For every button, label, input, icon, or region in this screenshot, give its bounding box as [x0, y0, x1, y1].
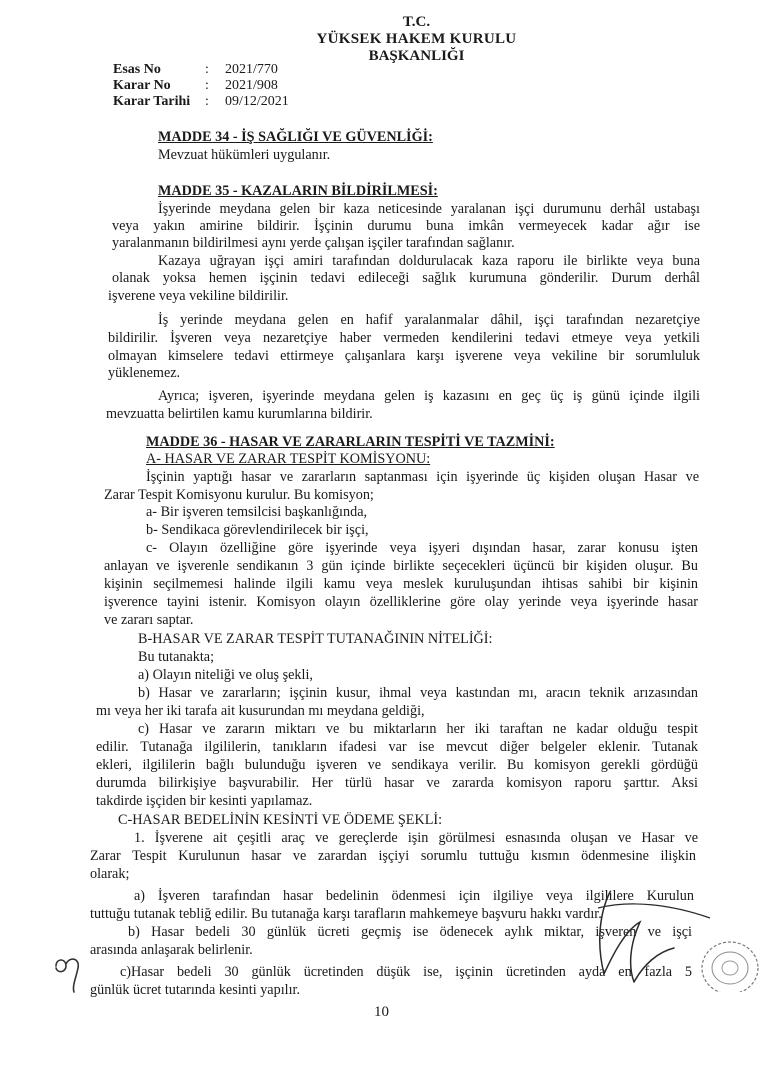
madde36-title: MADDE 36 - HASAR VE ZARARLARIN TESPİTİ VE TAZMİNİ: — [146, 434, 555, 450]
madde36-c-line: b) Hasar bedeli 30 günlük ücreti geçmiş ise ödenecek aylık miktar, işveren ve işçi — [128, 924, 692, 940]
madde36-a-line: ve zararı saptar. — [104, 612, 194, 628]
madde34-body: Mevzuat hükümleri uygulanır. — [158, 147, 331, 163]
meta-karar-no: Karar No : 2021/908 — [113, 78, 278, 93]
madde36-b-line: mı veya her iki tarafa ait kusurundan mı meydana geldiği, — [96, 703, 425, 719]
madde35-line: bildirilir. İşveren veya nezaretçiye haber vermeden kendilerini tedavi etmeye veya yetkili — [108, 330, 700, 346]
meta-value: 2021/770 — [225, 62, 278, 77]
signature-stamp — [570, 882, 760, 992]
madde36-c-line: günlük ücret tutarında kesinti yapılır. — [90, 982, 301, 998]
madde36-b-line: a) Olayın niteliği ve oluş şekli, — [138, 667, 313, 683]
madde36-a-line: işverence tayini istenir. Komisyon olayın özelliklerine göre olay yerinde veya işyerinde hasar — [104, 594, 698, 610]
header-tc: T.C. — [402, 14, 431, 30]
madde36-a-line: a- Bir işveren temsilcisi başkanlığında, — [146, 504, 368, 520]
madde36-c-line: 1. İşverene ait çeşitli araç ve gereçlerde işin görülmesi esnasında oluşan ve Hasar ve — [134, 830, 698, 846]
madde36-c-line: Zarar Tespit Kurulunun hasar ve zarardan işçiyi sorumlu tuttuğu kısmın ödenmesine ilişkin — [90, 848, 696, 864]
madde36-b-line: b) Hasar ve zararların; işçinin kusur, ihmal veya kastından mı, aracın teknik arızasından — [138, 685, 698, 701]
madde35-title: MADDE 35 - KAZALARIN BİLDİRİLMESİ: — [158, 183, 438, 199]
madde36-a-line: b- Sendikaca görevlendirilecek bir işçi, — [146, 522, 369, 538]
meta-value: 09/12/2021 — [225, 94, 289, 109]
madde36-section-a: A- HASAR VE ZARAR TESPİT KOMİSYONU: — [146, 451, 431, 467]
madde36-b-line: durumda bilirkişiye başvurabilir. Her türlü hasar ve zararda komisyon raporu şarttır. Aksi — [96, 775, 698, 791]
madde35-line: veya yakın amirine bildirir. İşçinin durumu buna imkân vermeyecek kadar ağır ise — [112, 218, 700, 234]
madde36-section-b: B-HASAR VE ZARAR TESPİT TUTANAĞININ NİTELİĞİ: — [138, 631, 493, 647]
madde36-c-line: olarak; — [90, 866, 130, 882]
meta-label: Karar No — [113, 78, 171, 93]
header-presidency: BAŞKANLIĞI — [368, 48, 465, 64]
madde34-title: MADDE 34 - İŞ SAĞLIĞI VE GÜVENLİĞİ: — [158, 129, 433, 145]
madde35-line: işverene veya vekiline bildirilir. — [108, 288, 289, 304]
madde36-b-line: edilir. Tutanağa ilgililerin, tanıkların ifadesi var ise mevcut diğer belgeler eklenir. Tutanak — [96, 739, 698, 755]
madde36-a-line: İşçinin yaptığı hasar ve zararların saptanması için işyerinde üç kişiden oluşan Hasar ve — [146, 469, 699, 485]
madde35-line: mevzuatta belirtilen kamu kurumlarına bildirir. — [106, 406, 373, 422]
madde36-b-line: ekleri, ilgililerin bağlı bulunduğu işveren ve sendikaya verilir. Bu komisyon gerekli gördüğü — [96, 757, 698, 773]
madde36-section-c: C-HASAR BEDELİNİN KESİNTİ VE ÖDEME ŞEKLİ: — [118, 812, 443, 828]
madde35-line: yaralanmanın bildirilmesi aynı yerde çalışan işçiler tarafından sağlanır. — [112, 235, 515, 251]
madde36-a-line: Zarar Tespit Komisyonu kurulur. Bu komisyon; — [104, 487, 374, 503]
madde35-line: İş yerinde meydana gelen en hafif yaralanmalar dâhil, işçi tarafından nezaretçiye — [158, 312, 700, 328]
madde35-line: Kazaya uğrayan işçi amiri tarafından doldurulacak kaza raporu ile birlikte veya buna — [158, 253, 700, 269]
madde36-c-line: tuttuğu tutanak tebliğ edilir. Bu tutanağa karşı tarafların mahkemeye başvuru hakkı vardır. — [90, 906, 602, 922]
madde36-b-line: Bu tutanakta; — [138, 649, 215, 665]
meta-label: Karar Tarihi — [113, 94, 191, 109]
madde35-line: Ayrıca; işveren, işyerinde meydana gelen iş kazasını en geç üç iş günü içinde ilgili — [158, 388, 700, 404]
meta-label: Esas No — [113, 62, 161, 77]
madde36-b-line: c) Hasar ve zararın miktarı ve bu miktarların her iki taraftan ne kadar olduğu tespit — [138, 721, 698, 737]
madde35-line: yüklenemez. — [108, 365, 181, 381]
meta-karar-tarihi: Karar Tarihi : 09/12/2021 — [113, 94, 289, 109]
madde36-c-line: a) İşveren tarafından hasar bedelinin ödenmesi için ilgiliye veya ilgililere Kurulun — [134, 888, 694, 904]
madde36-a-line: kişinin seçilmemesi halinde ilgili kamu veya meslek kuruluşundan ihtisas sahibi bir kişinin — [104, 576, 698, 592]
meta-esas-no: Esas No : 2021/770 — [113, 62, 278, 77]
meta-value: 2021/908 — [225, 78, 278, 93]
madde36-a-line: anlayan ve işverenle sendikanın 3 gün içinde birlikte seçecekleri üçüncü bir kişiden oluşur. Bu — [104, 558, 698, 574]
madde36-c-line: c)Hasar bedeli 30 günlük ücretinden düşük ise, işçinin ücretinden ayda en fazla 5 — [120, 964, 692, 980]
madde35-line: İşyerinde meydana gelen bir kaza neticesinde yaralanan işçi durumunu derhâl ustabaşı — [158, 201, 700, 217]
madde35-line: olanak yoksa hemen işçinin tedavi edileceği sağlık kurumuna gönderilir. Durum derhâl — [112, 270, 700, 286]
page-number: 10 — [374, 1004, 389, 1020]
madde36-a-line: c- Olayın özelliğine göre işyerinde veya işyeri dışından hasar, zarar konusu işten — [146, 540, 698, 556]
madde35-line: olmayan kimselere tedavi ettirmeye çalışanlara karşı işverene veya vekiline bir sorumluluk — [108, 348, 700, 364]
handwritten-initial — [52, 952, 88, 996]
header-institution: YÜKSEK HAKEM KURULU — [316, 31, 517, 47]
madde36-c-line: arasında anlaşarak belirlenir. — [90, 942, 253, 958]
madde36-b-line: takdirde işçiden bir kesinti yapılamaz. — [96, 793, 313, 809]
